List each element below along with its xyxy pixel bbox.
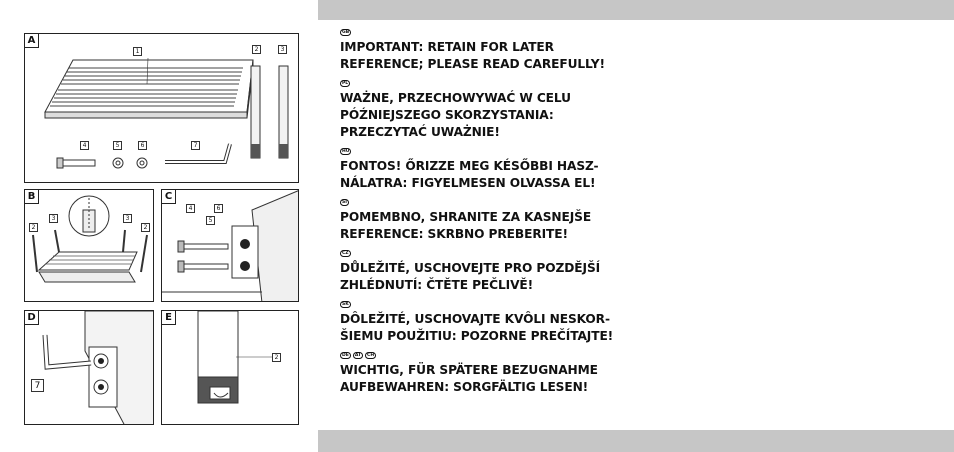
header-bar bbox=[318, 0, 954, 20]
warning-entry bbox=[340, 29, 640, 73]
warning-text: POMEMBNO, SHRANITE ZA KASNEJŠE REFERENCE: SKRBNO PREBERITE! bbox=[340, 210, 592, 241]
part-callout: 2 bbox=[141, 223, 150, 232]
part-callout: 4 bbox=[186, 204, 195, 213]
country-badge: HU bbox=[342, 149, 350, 154]
part-callout: 6 bbox=[214, 204, 223, 213]
warning-entry bbox=[340, 148, 640, 192]
part-callout: 3 bbox=[49, 214, 58, 223]
part-callout: 7 bbox=[31, 379, 44, 392]
warning-entry bbox=[340, 199, 640, 243]
panel-label: E bbox=[162, 311, 176, 325]
footer-bar bbox=[318, 430, 954, 452]
panel-label: D bbox=[25, 311, 39, 325]
figure-a-parts-overview bbox=[24, 33, 299, 183]
warning-entry bbox=[340, 352, 640, 396]
warning-text: FONTOS! ŐRIZZE MEG KÉSŐBBI HASZ- NÁLATRA: FIGYELMESEN OLVASSA EL! bbox=[340, 159, 599, 190]
figure-b-legs-assembly bbox=[24, 189, 154, 302]
warning-text: DŮLEŽITÉ, USCHOVEJTE PRO POZDĚJŠÍ ZHLÉDNUTÍ: ČTĚTE PEČLIVĚ! bbox=[340, 261, 601, 292]
part-callout: 7 bbox=[191, 141, 200, 150]
panel-label: A bbox=[25, 34, 39, 48]
figure-c-screw-fitting bbox=[161, 189, 299, 302]
warning-entry bbox=[340, 80, 640, 141]
country-badge: AT bbox=[354, 353, 362, 358]
country-badge: CH bbox=[367, 353, 375, 358]
warning-entry bbox=[340, 250, 640, 294]
country-badge: GB bbox=[342, 30, 350, 35]
warning-list bbox=[340, 29, 640, 403]
part-callout: 2 bbox=[252, 45, 261, 54]
warning-entry bbox=[340, 301, 640, 345]
country-badge: CZ bbox=[342, 251, 349, 256]
country-badge: PL bbox=[342, 81, 349, 86]
part-callout: 2 bbox=[29, 223, 38, 232]
panel-label: B bbox=[25, 190, 39, 204]
part-callout: 3 bbox=[278, 45, 287, 54]
leg-foot-illustration bbox=[162, 311, 299, 425]
part-callout: 5 bbox=[206, 216, 215, 225]
country-badge: SK bbox=[342, 302, 349, 307]
part-callout: 1 bbox=[133, 47, 142, 56]
panel-label: C bbox=[162, 190, 176, 204]
part-callout: 3 bbox=[123, 214, 132, 223]
figure-e-leg-foot bbox=[161, 310, 299, 425]
country-badge: DE bbox=[342, 353, 349, 358]
figure-d-hex-key-tightening bbox=[24, 310, 154, 425]
part-callout: 5 bbox=[113, 141, 122, 150]
screw-illustration bbox=[162, 190, 299, 302]
parts-illustration bbox=[25, 34, 299, 183]
warning-text: DÔLEŽITÉ, USCHOVAJTE KVÔLI NESKOR- ŠIEMU POUŽITIU: POZORNE PREČÍTAJTE! bbox=[340, 312, 614, 343]
part-callout: 4 bbox=[80, 141, 89, 150]
country-badge: SI bbox=[340, 199, 349, 206]
tightening-illustration bbox=[25, 311, 154, 425]
warning-text: WAŻNE, PRZECHOWYWAĆ W CELU PÓŹNIEJSZEGO SKORZYSTANIA: PRZECZYTAĆ UWAŻNIE! bbox=[340, 91, 571, 139]
part-callout: 6 bbox=[138, 141, 147, 150]
warning-text: IMPORTANT: RETAIN FOR LATER REFERENCE; PLEASE READ CAREFULLY! bbox=[340, 40, 605, 71]
legs-illustration bbox=[25, 190, 154, 302]
part-callout: 2 bbox=[272, 353, 281, 362]
warning-text: WICHTIG, FÜR SPÄTERE BEZUGNAHME AUFBEWAHREN: SORGFÄLTIG LESEN! bbox=[340, 363, 598, 394]
